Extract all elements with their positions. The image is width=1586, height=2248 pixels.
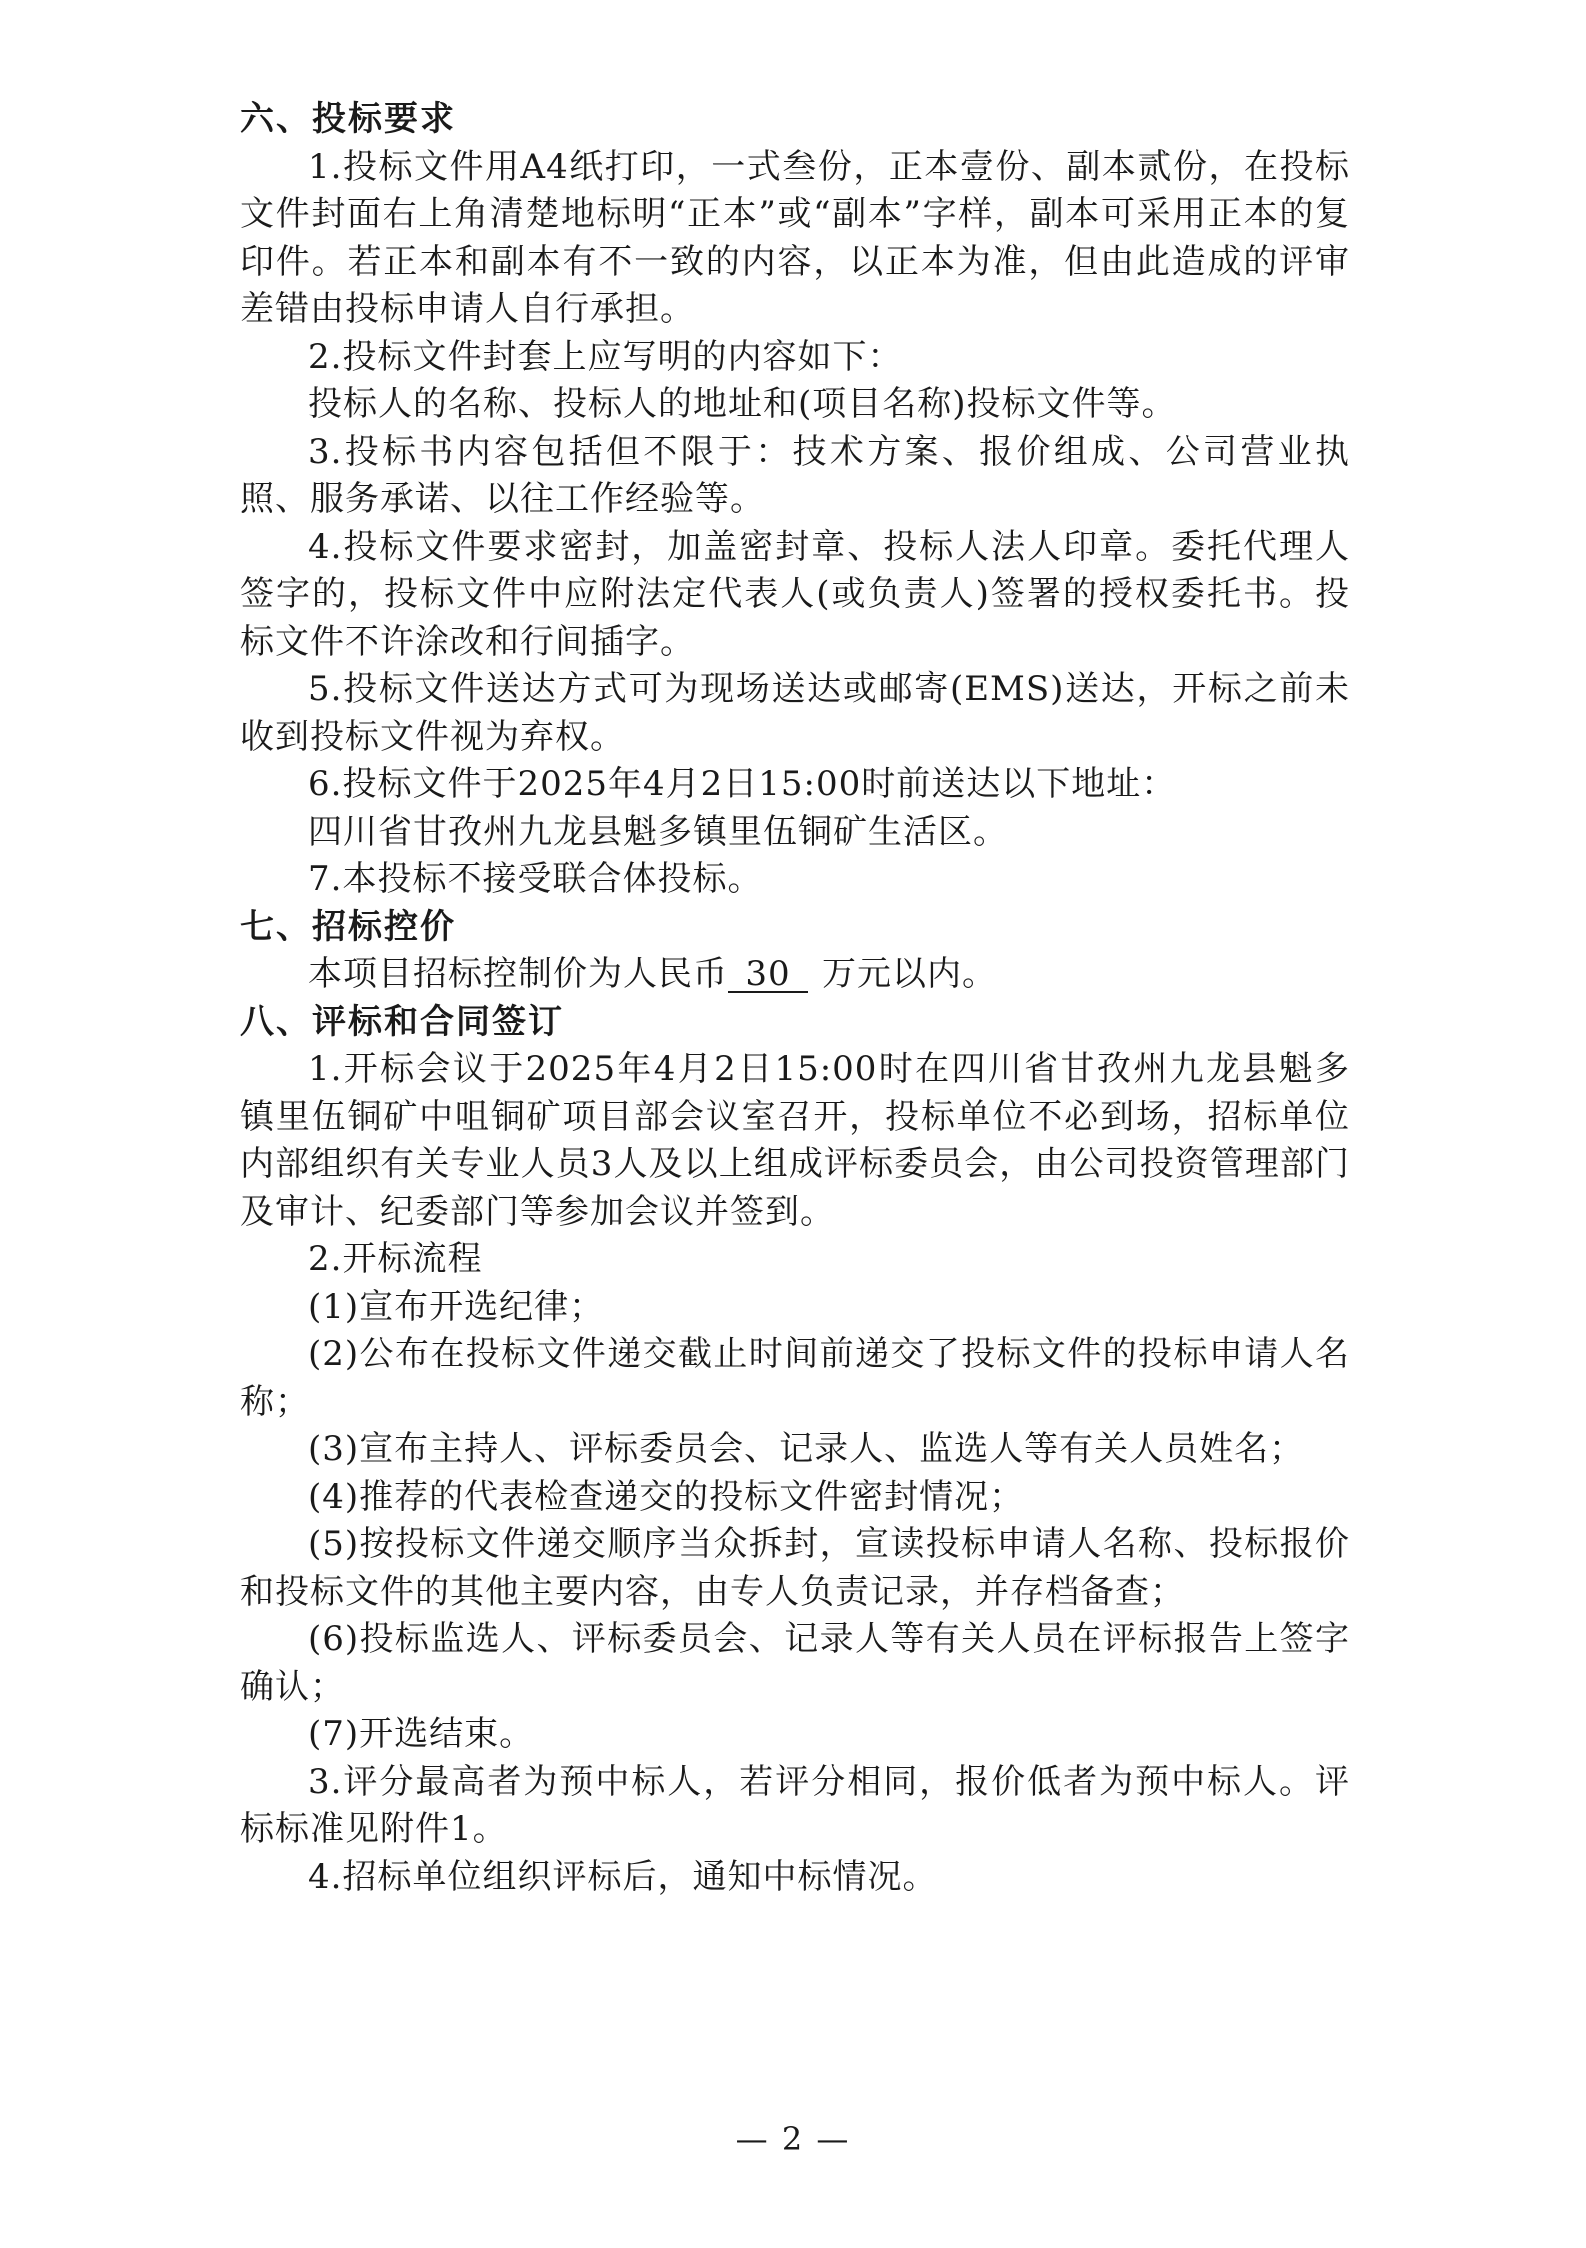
procedure-step-6: (6)投标监选人、评标委员会、记录人等有关人员在评标报告上签字确认； (240, 1619, 1350, 1707)
section-8-item-4: 4.招标单位组织评标后，通知中标情况。 (308, 1856, 938, 1897)
section-6-item-2: 2.投标文件封套上应写明的内容如下： (308, 336, 903, 377)
section-6-heading: 六、投标要求 (240, 99, 456, 139)
section-6-item-6: 6.投标文件于2025年4月2日15:00时前送达以下地址： (308, 764, 1177, 804)
procedure-step-2: (2)公布在投标文件递交截止时间前递交了投标文件的投标申请人名称； (240, 1334, 1350, 1422)
section-8-item-2: 2.开标流程 (308, 1239, 483, 1279)
section-6-item-6-address: 四川省甘孜州九龙县魁多镇里伍铜矿生活区。 (308, 811, 1008, 852)
section-6-item-7: 7.本投标不接受联合体投标。 (308, 859, 763, 899)
procedure-step-3: (3)宣布主持人、评标委员会、记录人、监选人等有关人员姓名； (308, 1429, 1305, 1469)
document-body (240, 96, 1350, 1901)
page-number: — 2 — (735, 2120, 851, 2158)
section-8-item-1: 1.开标会议于2025年4月2日15:00时在四川省甘孜州九龙县魁多镇里伍铜矿中咀铜矿项目部会议室召开，投标单位不必到场，招标单位内部组织有关专业人员3人及以上组成评标委员会，由公司投资管理部门及审计、纪委部门等参加会议并签到。 (240, 1049, 1350, 1232)
price-prefix: 本项目招标控制价为人民币 (308, 954, 728, 994)
section-8-item-3: 3.评分最高者为预中标人，若评分相同，报价低者为预中标人。评标标准见附件1。 (240, 1761, 1350, 1849)
section-6-item-5: 5.投标文件送达方式可为现场送达或邮寄(EMS)送达，开标之前未收到投标文件视为弃权。 (240, 669, 1350, 757)
procedure-step-5: (5)按投标文件递交顺序当众拆封，宣读投标申请人名称、投标报价和投标文件的其他主要内容，由专人负责记录，并存档备查； (240, 1524, 1350, 1612)
section-8-heading: 八、评标和合同签订 (240, 1001, 564, 1042)
section-7-price-line (240, 951, 1350, 999)
price-amount: 30 (728, 957, 808, 993)
section-6-item-4: 4.投标文件要求密封，加盖密封章、投标人法人印章。委托代理人签字的，投标文件中应附法定代表人(或负责人)签署的授权委托书。投标文件不许涂改和行间插字。 (240, 526, 1350, 662)
section-6-item-1: 1.投标文件用A4纸打印，一式叁份，正本壹份、副本贰份，在投标文件封面右上角清楚地标明“正本”或“副本”字样，副本可采用正本的复印件。若正本和副本有不一致的内容，以正本为准，但由此造成的评审差错由投标申请人自行承担。 (240, 146, 1350, 329)
price-suffix: 万元以内。 (822, 954, 997, 994)
procedure-step-7: (7)开选结束。 (308, 1714, 535, 1754)
section-7-heading: 七、招标控价 (240, 906, 456, 947)
procedure-step-4: (4)推荐的代表检查递交的投标文件密封情况； (308, 1476, 1025, 1517)
section-6-item-2-detail: 投标人的名称、投标人的地址和(项目名称)投标文件等。 (308, 384, 1177, 424)
procedure-step-1: (1)宣布开选纪律； (308, 1286, 605, 1327)
section-6-item-3: 3.投标书内容包括但不限于：技术方案、报价组成、公司营业执照、服务承诺、以往工作经验等。 (240, 431, 1350, 519)
